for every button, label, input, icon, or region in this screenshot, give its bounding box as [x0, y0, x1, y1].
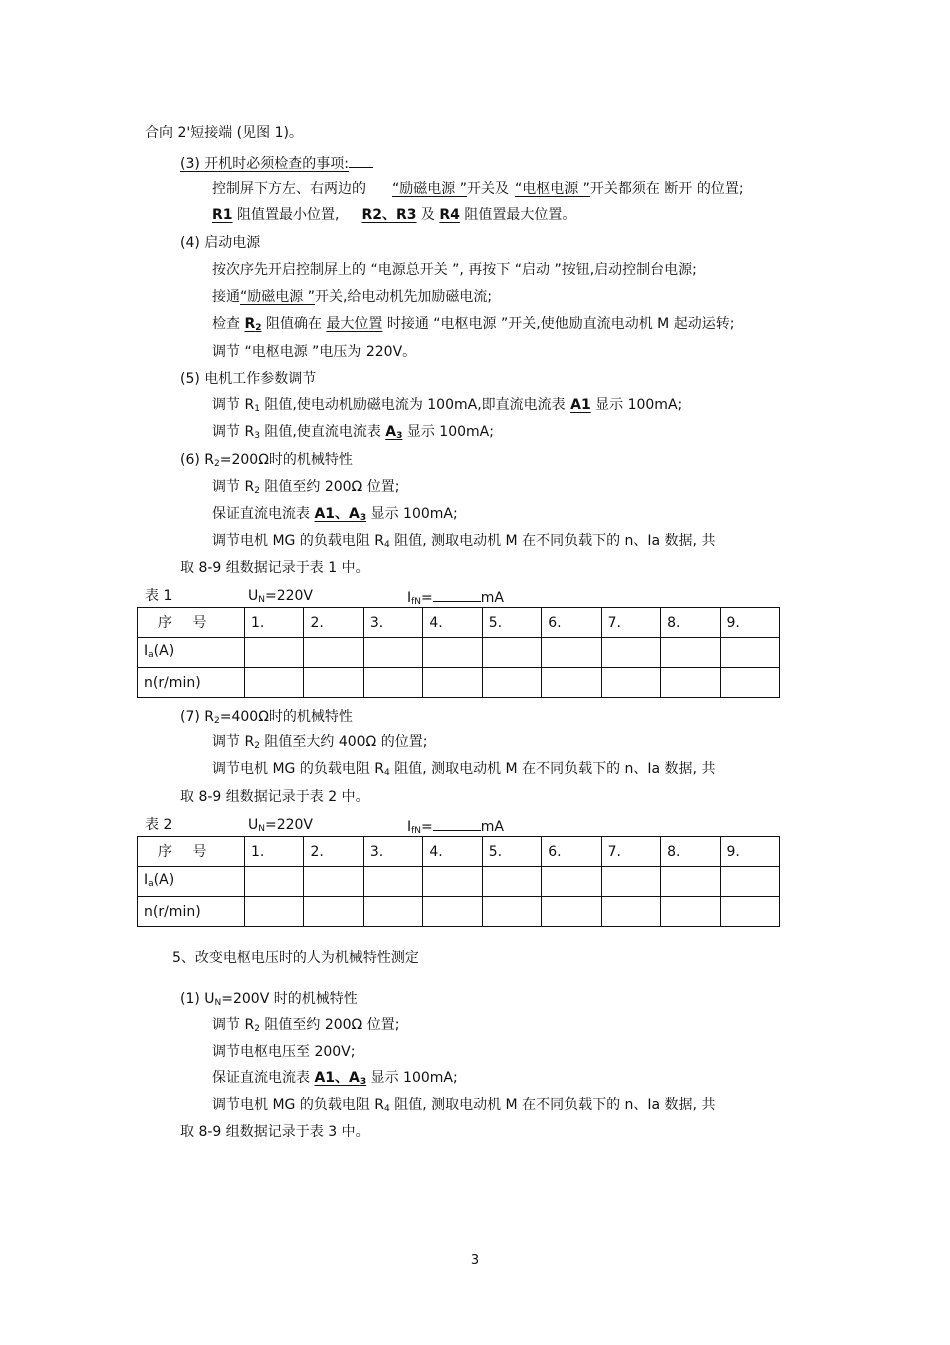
table1-ifn: $I_{fN}=$ mA	[407, 587, 504, 611]
text: 调节 R	[212, 397, 255, 413]
sec7-line2: 调节电机 MG 的负载电阻 $R_4$ 阻值, 测取电动机 M 在不同负载下的 n、Ia 数据, 共	[212, 761, 716, 778]
sec4-line2	[212, 288, 492, 306]
row-label-n: n(r/min)	[138, 668, 245, 698]
table-header-cell: 3.	[363, 837, 422, 867]
table-cell[interactable]	[601, 638, 660, 668]
table-header-cell: 8.	[661, 608, 720, 638]
table-cell[interactable]	[720, 668, 780, 698]
table-cell[interactable]	[363, 668, 422, 698]
sec7-title: (7) $R_2=400\Omega$时的机械特性	[180, 709, 353, 726]
table-cell[interactable]	[601, 668, 660, 698]
sec6-title: (6) $R_2=200\Omega$时的机械特性	[180, 452, 353, 469]
sec3-line1	[212, 180, 744, 198]
table-cell[interactable]	[423, 638, 482, 668]
table-cell[interactable]	[720, 638, 780, 668]
sec7-line1: 调节 $R_2$ 阻值至大约 400Ω 的位置;	[212, 734, 428, 751]
table-cell[interactable]	[245, 897, 304, 927]
row-label-ia: $I_a(A)$	[138, 867, 245, 897]
table-row	[138, 608, 780, 638]
table-cell[interactable]	[482, 668, 541, 698]
text: 保证直流电流表	[212, 506, 315, 522]
text: 开关都须在 断开 的位置;	[589, 181, 744, 197]
table-header-cell: 9.	[720, 608, 780, 638]
subscript: 3	[254, 431, 260, 441]
row-label-n: n(r/min)	[138, 897, 245, 927]
table-header-cell: 1.	[245, 837, 304, 867]
table-cell[interactable]	[661, 897, 720, 927]
table1-un: $U_N=220V$	[248, 588, 314, 605]
r2-label: $R_2$	[244, 316, 262, 333]
text: 显示 100mA;	[402, 424, 494, 440]
table-header-cell: 2.	[304, 837, 363, 867]
table-cell[interactable]	[363, 867, 422, 897]
table-header-cell: 9.	[720, 837, 780, 867]
table-row	[138, 638, 780, 668]
table-cell[interactable]	[601, 867, 660, 897]
excitation-power-label: “励磁电源 ”	[240, 289, 315, 305]
table-header-cell: 5.	[482, 837, 541, 867]
ammeter-a3-label: $A_3$	[385, 424, 403, 441]
table-cell[interactable]	[601, 897, 660, 927]
sec6-line3: 调节电机 MG 的负载电阻 $R_4$ 阻值, 测取电动机 M 在不同负载下的 n、Ia 数据, 共	[212, 533, 716, 550]
table-cell[interactable]	[542, 897, 601, 927]
sec7-line3: 取 8-9 组数据记录于表 2 中。	[180, 789, 370, 805]
table-cell[interactable]	[661, 867, 720, 897]
text: 控制屏下方左、右两边的	[212, 181, 366, 197]
intro-line: 合向 2'短接端 (见图 1)。	[145, 125, 303, 141]
text: 阻值,使电动机励磁电流为 100mA,即直流电流表	[259, 397, 571, 413]
section5-line4: 调节电机 MG 的负载电阻 $R_4$ 阻值, 测取电动机 M 在不同负载下的 n、Ia 数据, 共	[212, 1097, 716, 1114]
table-header-cell: 7.	[601, 837, 660, 867]
table-cell[interactable]	[245, 668, 304, 698]
table1-label: 表 1	[145, 588, 173, 604]
page-number: 3	[470, 1253, 480, 1268]
text: 显示 100mA;	[590, 397, 683, 413]
max-position-label: 最大位置	[326, 316, 383, 332]
table2-ifn: $I_{fN}=$ mA	[407, 816, 504, 840]
table-cell[interactable]	[423, 897, 482, 927]
r4-label: R4	[439, 207, 460, 223]
text: 显示 100mA;	[366, 506, 458, 522]
section5-line3	[212, 1069, 458, 1091]
excitation-power-label: “励磁电源 ”	[392, 181, 467, 197]
table-cell[interactable]	[363, 638, 422, 668]
sec6-line2	[212, 505, 458, 527]
ifn-blank	[433, 587, 481, 602]
sec5-line1	[212, 396, 682, 418]
text: 保证直流电流表	[212, 1070, 315, 1086]
text: 显示 100mA;	[366, 1070, 458, 1086]
table-cell[interactable]	[661, 668, 720, 698]
sec4-line1: 按次序先开启控制屏上的 “电源总开关 ”, 再按下 “启动 ”按钮,启动控制台电源;	[212, 262, 697, 278]
text: 开关,给电动机先加励磁电流;	[314, 289, 493, 305]
r1-label: R1	[212, 207, 233, 223]
table-header-cell: 4.	[423, 837, 482, 867]
table-header-cell: 7.	[601, 608, 660, 638]
table-cell[interactable]	[304, 638, 363, 668]
table2-label: 表 2	[145, 817, 173, 833]
table1	[137, 607, 780, 698]
text: 开关及	[466, 181, 509, 197]
table2-un: $U_N=220V$	[248, 817, 314, 834]
sec6-line1: 调节 $R_2$ 阻值至约 200Ω 位置;	[212, 479, 400, 496]
table-header-cell: 5.	[482, 608, 541, 638]
sec4-line4: 调节 “电枢电源 ”电压为 220V。	[212, 344, 417, 360]
ammeter-a1-label: A1	[570, 397, 591, 413]
table-cell[interactable]	[542, 867, 601, 897]
section5-line1: 调节 $R_2$ 阻值至约 200Ω 位置;	[212, 1017, 400, 1034]
r2-r3-label: R2、R3	[361, 207, 417, 223]
blank-underline	[349, 153, 373, 168]
text: 时接通 “电枢电源 ”开关,使他励直流电动机 M 起动运转;	[382, 316, 735, 332]
section5-line2: 调节电枢电压至 200V;	[212, 1044, 356, 1060]
table-cell[interactable]	[363, 897, 422, 927]
table-row	[138, 867, 780, 897]
sec3-title	[180, 153, 373, 173]
text: 阻值,使直流电流表	[259, 424, 386, 440]
ifn-blank	[433, 816, 481, 831]
table-cell[interactable]	[304, 867, 363, 897]
table-row	[138, 897, 780, 927]
section5-sub-title: (1) $U_N=200V$ 时的机械特性	[180, 991, 358, 1008]
table-header-cell: 6.	[542, 837, 601, 867]
table-cell[interactable]	[304, 668, 363, 698]
sec3-title-text: (3) 开机时必须检查的事项:	[180, 156, 349, 172]
table-header-cell: 1.	[245, 608, 304, 638]
table-header-cell: 2.	[304, 608, 363, 638]
armature-power-label: “电枢电源 ”	[514, 181, 590, 197]
table-row	[138, 668, 780, 698]
table-header-cell: 序 号	[138, 837, 245, 867]
table-cell[interactable]	[304, 897, 363, 927]
section5-line5: 取 8-9 组数据记录于表 3 中。	[180, 1124, 370, 1140]
table-header-cell: 8.	[661, 837, 720, 867]
text: 阻值置最小位置,	[232, 207, 340, 223]
subscript: 1	[254, 404, 260, 414]
ammeter-a1-a3-label: A1、$A_3$	[314, 1070, 367, 1087]
table2	[137, 836, 780, 927]
sec4-line3	[212, 315, 734, 337]
sec4-title: (4) 启动电源	[180, 235, 261, 251]
table-cell[interactable]	[423, 867, 482, 897]
text: 调节 R	[212, 424, 255, 440]
table-cell[interactable]	[423, 668, 482, 698]
table-cell[interactable]	[720, 867, 780, 897]
table-header-cell: 序 号	[138, 608, 245, 638]
sec3-line2	[212, 206, 576, 224]
table-cell[interactable]	[482, 897, 541, 927]
table-cell[interactable]	[482, 638, 541, 668]
row-label-ia: $I_a(A)$	[138, 638, 245, 668]
table-header-cell: 6.	[542, 608, 601, 638]
text: 及	[416, 207, 440, 223]
table-cell[interactable]	[482, 867, 541, 897]
table-header-cell: 4.	[423, 608, 482, 638]
sec5-title: (5) 电机工作参数调节	[180, 371, 317, 387]
table-header-cell: 3.	[363, 608, 422, 638]
text: 阻值确在	[261, 316, 327, 332]
table-cell[interactable]	[542, 638, 601, 668]
table-row	[138, 837, 780, 867]
table-cell[interactable]	[245, 867, 304, 897]
sec6-line4: 取 8-9 组数据记录于表 1 中。	[180, 560, 370, 576]
section5-title: 5、改变电枢电压时的人为机械特性测定	[172, 950, 419, 966]
table-cell[interactable]	[542, 668, 601, 698]
text: 接通	[212, 289, 240, 305]
sec5-line2	[212, 423, 494, 445]
text: 阻值置最大位置。	[459, 207, 577, 223]
table-cell[interactable]	[720, 897, 780, 927]
ammeter-a1-a3-label: A1、$A_3$	[314, 506, 367, 523]
table-cell[interactable]	[661, 638, 720, 668]
table-cell[interactable]	[245, 638, 304, 668]
text: 检查	[212, 316, 245, 332]
